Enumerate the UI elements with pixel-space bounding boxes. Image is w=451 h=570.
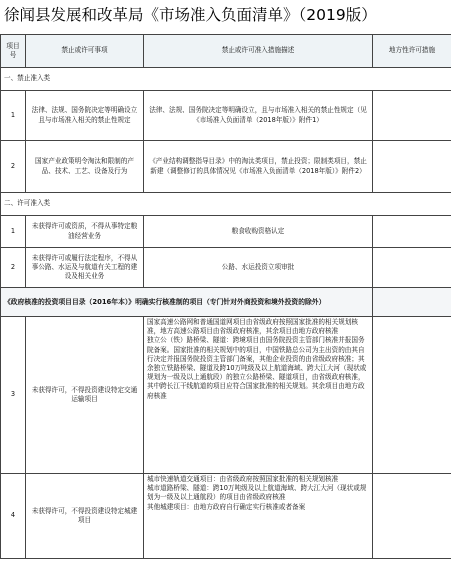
table-row	[1, 474, 451, 559]
row-item: 未获得许可，不得投资建设特定城建项目	[26, 474, 144, 559]
table-row	[1, 248, 451, 288]
catalog-bar-text: 《政府核准的投资项目目录（2016年本）》明确实行核准制的项目（专门针对外商投资和境外投资的除外）	[1, 288, 373, 317]
catalog-bar-local	[373, 288, 451, 317]
negative-list-table	[0, 34, 451, 559]
section-row-prohibited	[1, 68, 451, 91]
table-header-row	[1, 35, 451, 68]
table-row	[1, 91, 451, 141]
row-local	[373, 141, 451, 193]
header-local: 地方性许可措施	[373, 35, 451, 68]
row-local	[373, 91, 451, 141]
table-row	[1, 216, 451, 248]
row-no: 3	[1, 317, 26, 474]
table-row	[1, 141, 451, 193]
row-item: 法律、法规、国务院决定等明确设立且与市场准入相关的禁止性规定	[26, 91, 144, 141]
row-item: 未获得许可或履行法定程序，不得从事公路、水运及与航道有关工程的建设及相关业务	[26, 248, 144, 288]
row-local	[373, 474, 451, 559]
measure-line: 国家高速公路网和普通国道网项目由省级政府按照国家批准的相关规划核准，地方高速公路项目由省级政府核准，其余项目由地方政府核准	[147, 318, 358, 336]
table-row	[1, 317, 451, 474]
header-measure: 禁止或许可准入措施描述	[144, 35, 373, 68]
measure-line: 城市快速轨道交通项目：由省级政府按照国家批准的相关规划核准	[147, 475, 339, 483]
row-item: 国家产业政策明令淘汰和限制的产品、技术、工艺、设备及行为	[26, 141, 144, 193]
section-row-permitted	[1, 193, 451, 216]
header-item: 禁止或许可事项	[26, 35, 144, 68]
section-label: 二、许可准入类	[1, 193, 451, 216]
row-measure	[144, 474, 373, 559]
measure-line: 城市道路桥梁、隧道：跨10万吨级及以上航道海域、跨大江大河（现状或规划为一级及以上通航段）的项目由省级政府核准	[147, 484, 367, 502]
header-no: 项目号	[1, 35, 26, 68]
row-local	[373, 216, 451, 248]
row-measure: 粮食收购资格认定	[144, 216, 373, 248]
measure-line: 其他城建项目：由地方政府自行确定实行核准或者备案	[147, 502, 306, 511]
row-no: 2	[1, 248, 26, 288]
document-title: 徐闻县发展和改革局《市场准入负面清单》（2019版）	[4, 6, 377, 24]
row-measure: 公路、水运投资立项审批	[144, 248, 373, 288]
measure-line: 独立公（铁）路桥梁、隧道：跨境项目由国务院投资主管部门核准并报国务院备案。国家批准的相关规划中的项目，中国铁路总公司为主出资的由其自行决定并报国务院投资主管部门备案，其他企业投资的由省级政府核准；其余独立铁路桥梁、隧道及跨10万吨级及以上航道海域、跨大江大河（现状或规划为一级及以上通航段）的独立公路桥梁、隧道项目，由省级政府核准，其中跨长江干线航道的项目应符合国家批准的相关规划。其余项目由地方政府核准	[147, 336, 367, 400]
row-local	[373, 248, 451, 288]
row-no: 1	[1, 216, 26, 248]
row-item: 未获得许可，不得投资建设特定交通运输项目	[26, 317, 144, 474]
row-no: 4	[1, 474, 26, 559]
section-label: 一、禁止准入类	[1, 68, 451, 91]
row-item: 未获得许可或资质，不得从事特定粮油经营业务	[26, 216, 144, 248]
catalog-bar-row	[1, 288, 451, 317]
row-no: 1	[1, 91, 26, 141]
row-measure: 法律、法规、国务院决定等明确设立，且与市场准入相关的禁止性规定（见《市场准入负面清单（2018年版）》附件1）	[144, 91, 373, 141]
row-local	[373, 317, 451, 474]
row-no: 2	[1, 141, 26, 193]
row-measure: 《产业结构调整指导目录》中的淘汰类项目，禁止投资；限制类项目，禁止新建（调整修订的具体情况见《市场准入负面清单（2018年版）》附件2）	[144, 141, 373, 193]
row-measure	[144, 317, 373, 474]
